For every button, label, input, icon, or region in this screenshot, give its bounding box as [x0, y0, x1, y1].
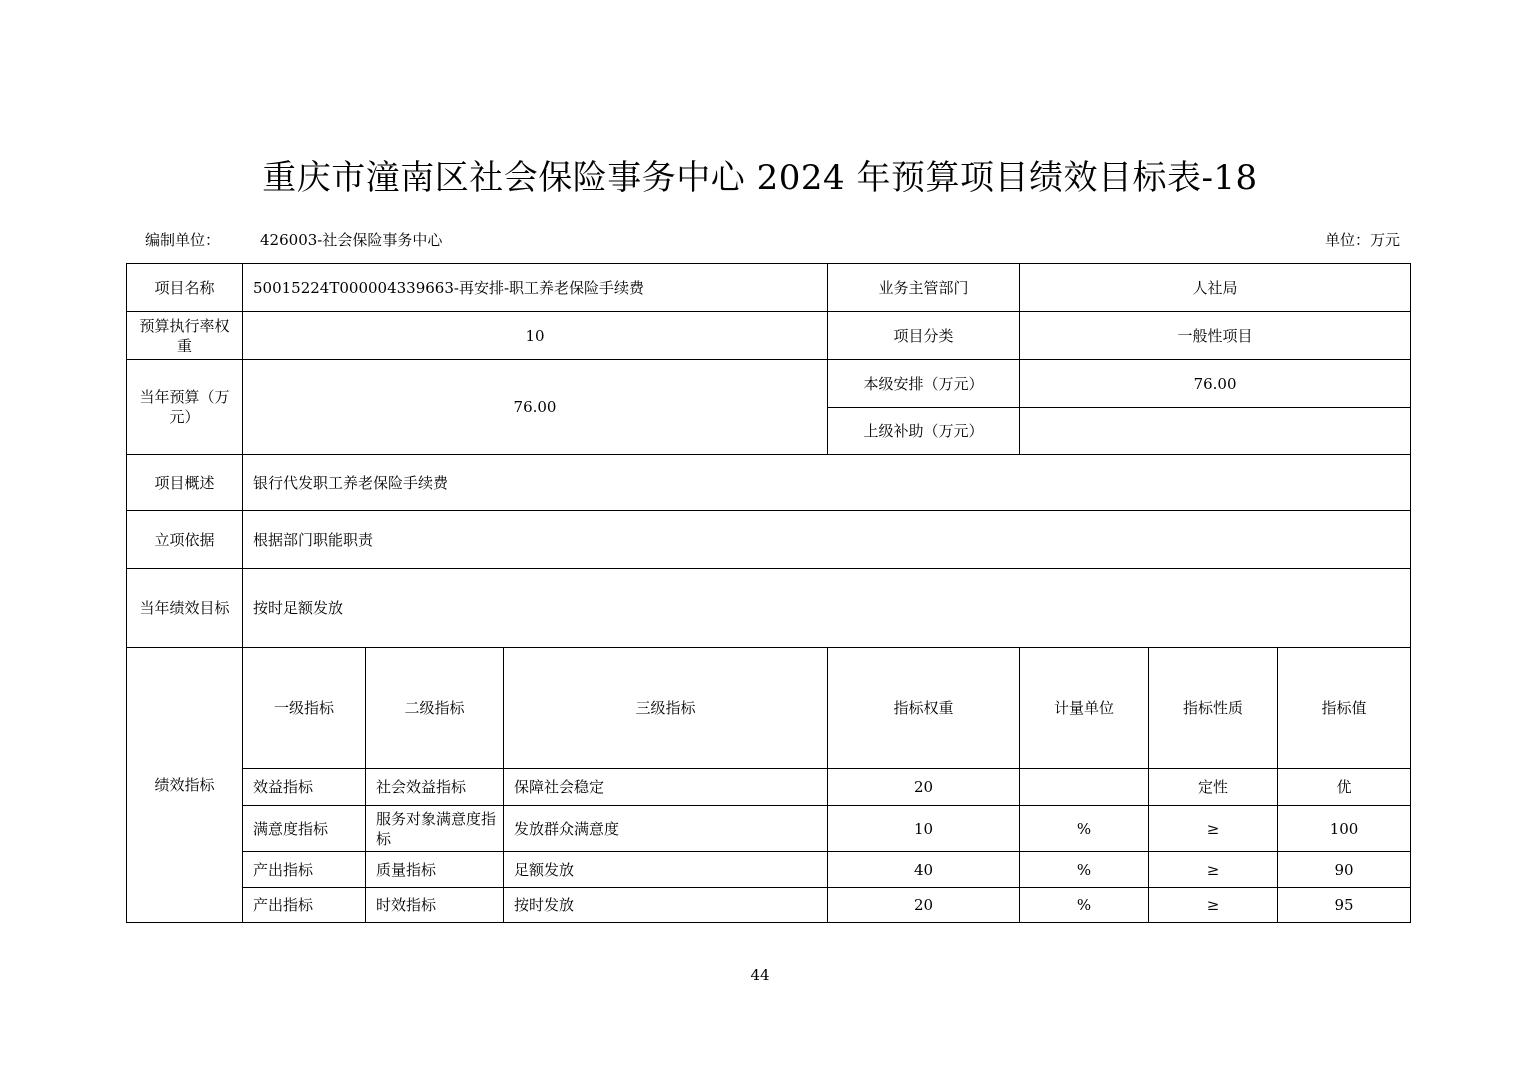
unit-cell: %: [1020, 888, 1149, 923]
weight-cell: 20: [828, 769, 1020, 806]
level3-cell: 保障社会稳定: [504, 769, 828, 806]
indicator-label: 绩效指标: [127, 648, 243, 923]
project-name-label: 项目名称: [127, 264, 243, 312]
page-number: 44: [750, 966, 770, 984]
table-row: [127, 888, 1411, 923]
unit-cell: %: [1020, 806, 1149, 852]
header-nature: 指标性质: [1149, 648, 1278, 769]
page-title: 重庆市潼南区社会保险事务中心 2024 年预算项目绩效目标表-18: [262, 158, 1258, 198]
goal-label: 当年绩效目标: [127, 569, 243, 648]
header-unit: 计量单位: [1020, 648, 1149, 769]
nature-cell: ≥: [1149, 888, 1278, 923]
compiling-unit-label: 编制单位：: [145, 231, 221, 249]
value-cell: 90: [1278, 852, 1411, 888]
basis-label: 立项依据: [127, 511, 243, 569]
weight-cell: 20: [828, 888, 1020, 923]
category-value: 一般性项目: [1020, 312, 1411, 360]
level2-cell: 服务对象满意度指标: [366, 806, 504, 852]
overview-value: 银行代发职工养老保险手续费: [243, 455, 1411, 511]
header-level3: 三级指标: [504, 648, 828, 769]
weight-label: 预算执行率权重: [127, 312, 243, 360]
table-row: [127, 806, 1411, 852]
nature-cell: 定性: [1149, 769, 1278, 806]
level3-cell: 发放群众满意度: [504, 806, 828, 852]
overview-label: 项目概述: [127, 455, 243, 511]
level2-cell: 社会效益指标: [366, 769, 504, 806]
unit-cell: [1020, 769, 1149, 806]
nature-cell: ≥: [1149, 806, 1278, 852]
project-name: 50015224T000004339663-再安排-职工养老保险手续费: [243, 264, 828, 312]
upper-label: 上级补助（万元）: [828, 408, 1020, 455]
dept-value: 人社局: [1020, 264, 1411, 312]
value-cell: 优: [1278, 769, 1411, 806]
header-value: 指标值: [1278, 648, 1411, 769]
level3-cell: 足额发放: [504, 852, 828, 888]
weight-cell: 10: [828, 806, 1020, 852]
level1-cell: 满意度指标: [243, 806, 366, 852]
currency-unit: 单位：万元: [1324, 231, 1400, 249]
level1-cell: 产出指标: [243, 852, 366, 888]
weight-value: 10: [243, 312, 828, 360]
goal-value: 按时足额发放: [243, 569, 1411, 648]
performance-table: [126, 263, 1411, 923]
budget-value: 76.00: [243, 360, 828, 455]
budget-label: 当年预算（万元）: [127, 360, 243, 455]
header-level2: 二级指标: [366, 648, 504, 769]
unit-cell: %: [1020, 852, 1149, 888]
local-label: 本级安排（万元）: [828, 360, 1020, 408]
header-weight: 指标权重: [828, 648, 1020, 769]
dept-label: 业务主管部门: [828, 264, 1020, 312]
upper-value: [1020, 408, 1411, 455]
weight-cell: 40: [828, 852, 1020, 888]
level1-cell: 产出指标: [243, 888, 366, 923]
table-row: [127, 852, 1411, 888]
category-label: 项目分类: [828, 312, 1020, 360]
nature-cell: ≥: [1149, 852, 1278, 888]
level3-cell: 按时发放: [504, 888, 828, 923]
level2-cell: 质量指标: [366, 852, 504, 888]
level1-cell: 效益指标: [243, 769, 366, 806]
value-cell: 95: [1278, 888, 1411, 923]
local-value: 76.00: [1020, 360, 1411, 408]
basis-value: 根据部门职能职责: [243, 511, 1411, 569]
table-row: [127, 769, 1411, 806]
value-cell: 100: [1278, 806, 1411, 852]
compiling-unit-value: 426003-社会保险事务中心: [260, 231, 443, 249]
header-level1: 一级指标: [243, 648, 366, 769]
compiling-unit: [145, 229, 442, 250]
level2-cell: 时效指标: [366, 888, 504, 923]
